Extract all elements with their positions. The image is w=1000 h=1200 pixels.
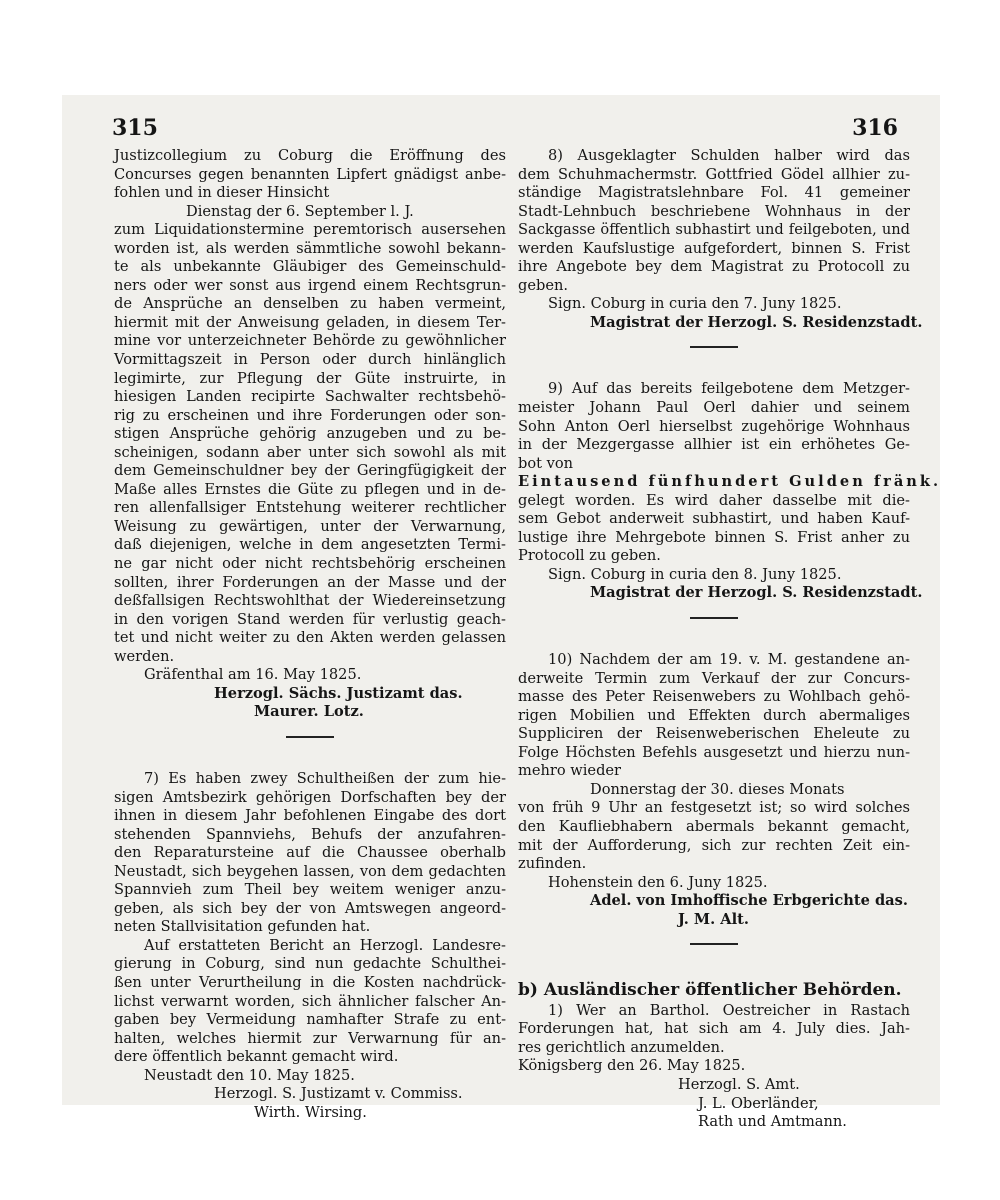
text-line: Folge Höchsten Befehls ausgesetzt und hierzu nun- bbox=[518, 743, 910, 761]
text-line: neten Stallvisitation gefunden hat. bbox=[114, 918, 371, 936]
text-line: Eintausend fünfhundert Gulden fränk. bbox=[518, 473, 942, 491]
text-line: 1) Wer an Barthol. Oestreicher in Rastach bbox=[548, 1001, 910, 1019]
text-line: Rath und Amtmann. bbox=[698, 1113, 847, 1131]
text-line: lustige ihre Mehrgebote binnen S. Frist anher zu bbox=[518, 528, 910, 546]
scanned-page-spread bbox=[62, 95, 942, 1131]
text-line: deßfallsigen Rechtswohlthat der Wiedereinsetzung bbox=[114, 592, 506, 610]
section-divider bbox=[518, 332, 910, 362]
text-line: Magistrat der Herzogl. S. Residenzstadt. bbox=[590, 584, 923, 602]
text-line: halten, welches hiermit zur Verwarnung für an- bbox=[114, 1029, 506, 1047]
text-line: Auf erstatteten Bericht an Herzogl. Landesre- bbox=[144, 936, 506, 954]
left-text-column bbox=[114, 147, 506, 1122]
text-line: Gräfenthal am 16. May 1825. bbox=[144, 666, 362, 684]
text-line: Magistrat der Herzogl. S. Residenzstadt. bbox=[590, 313, 923, 331]
text-line: werden. bbox=[114, 647, 175, 665]
text-line: ihre Angebote bey dem Magistrat zu Protocoll zu bbox=[518, 258, 910, 276]
text-line: 9) Auf das bereits feilgebotene dem Metzger- bbox=[548, 380, 910, 398]
text-line: Dienstag der 6. September l. J. bbox=[186, 202, 414, 220]
text-line: den Kaufliebhabern abermals bekannt gemacht, bbox=[518, 817, 910, 835]
section-divider bbox=[114, 722, 506, 752]
text-line: worden ist, als werden sämmtliche sowohl bekann- bbox=[114, 239, 506, 257]
left-page-number: 315 bbox=[112, 115, 158, 141]
text-line: Herzogl. S. Amt. bbox=[678, 1075, 800, 1093]
text-line: Maurer. Lotz. bbox=[254, 703, 364, 721]
text-line: hiesigen Landen recipirte Sachwalter rechtsbehö- bbox=[114, 388, 506, 406]
section-heading: b) Ausländischer öffentlicher Behörden. bbox=[518, 980, 902, 1001]
text-line: 10) Nachdem der am 19. v. M. gestandene an- bbox=[548, 651, 910, 669]
text-line: in den vorigen Stand werden für verlustig geach- bbox=[114, 610, 506, 628]
text-line: dem Schuhmachermstr. Gottfried Gödel allhier zu- bbox=[518, 165, 910, 183]
text-line: Königsberg den 26. May 1825. bbox=[518, 1057, 746, 1075]
text-line: mehro wieder bbox=[518, 762, 622, 780]
text-line: in der Mezgergasse allhier ist ein erhöhetes Ge- bbox=[518, 436, 910, 454]
text-line: legimirte, zur Pflegung der Güte instruirte, in bbox=[114, 369, 506, 387]
text-line: tet und nicht weiter zu den Akten werden gelassen bbox=[114, 629, 506, 647]
text-line: Herzogl. S. Justizamt v. Commiss. bbox=[214, 1085, 463, 1103]
text-line: bot von bbox=[518, 454, 574, 472]
text-line: rig zu erscheinen und ihre Forderungen oder son- bbox=[114, 406, 506, 424]
text-line: sem Gebot anderweit subhastirt, und haben Kauf- bbox=[518, 510, 910, 528]
text-line: meister Johann Paul Oerl dahier und seinem bbox=[518, 399, 910, 417]
text-line: ßen unter Verurtheilung in die Kosten nachdrück- bbox=[114, 973, 506, 991]
right-text-column bbox=[518, 147, 942, 1132]
text-line: masse des Peter Reisenwebers zu Wohlbach gehö- bbox=[518, 688, 910, 706]
text-line: Weisung zu gewärtigen, unter der Verwarnung, bbox=[114, 517, 506, 535]
text-line: ne gar nicht oder nicht rechtsbehörig erscheinen bbox=[114, 555, 506, 573]
text-line: werden Kaufslustige aufgefordert, binnen S. Frist bbox=[518, 239, 910, 257]
text-line: gaben bey Vermeidung namhafter Strafe zu ent- bbox=[114, 1011, 506, 1029]
spacer bbox=[518, 362, 910, 380]
text-line: ren allenfallsiger Entstehung weiterer rechtlicher bbox=[114, 499, 506, 517]
text-line: geben, als sich bey der von Amtswegen angeord- bbox=[114, 899, 506, 917]
right-page-number: 316 bbox=[852, 115, 898, 141]
text-line: 7) Es haben zwey Schultheißen der zum hie- bbox=[144, 769, 506, 787]
text-line: J. M. Alt. bbox=[678, 910, 749, 928]
text-line: Protocoll zu geben. bbox=[518, 547, 661, 565]
text-line: geben. bbox=[518, 276, 568, 294]
text-line: den Reparatursteine auf die Chaussee oberhalb bbox=[114, 844, 506, 862]
text-line: gierung in Coburg, sind nun gedachte Schulthei- bbox=[114, 955, 506, 973]
text-line: Vormittagszeit in Person oder durch hinlänglich bbox=[114, 351, 506, 369]
text-line: Herzogl. Sächs. Justizamt das. bbox=[214, 684, 463, 702]
text-line: Suppliciren der Reisenweberischen Eheleute zu bbox=[518, 725, 910, 743]
text-line: sollten, ihrer Forderungen an der Masse und der bbox=[114, 573, 506, 591]
text-line: ständige Magistratslehnbare Fol. 41 gemeiner bbox=[518, 184, 910, 202]
spacer bbox=[114, 752, 506, 770]
text-line: ihnen in diesem Jahr befohlenen Eingabe des dort bbox=[114, 807, 506, 825]
text-line: gelegt worden. Es wird daher dasselbe mit die- bbox=[518, 491, 910, 509]
text-line: sigen Amtsbezirk gehörigen Dorfschaften bey der bbox=[114, 788, 506, 806]
text-line: ners oder wer sonst aus irgend einem Rechtsgrun- bbox=[114, 276, 506, 294]
text-line: Sign. Coburg in curia den 8. Juny 1825. bbox=[548, 565, 842, 583]
text-line: Justizcollegium zu Coburg die Eröffnung des bbox=[114, 147, 506, 164]
spacer bbox=[518, 633, 910, 651]
text-line: Forderungen hat, hat sich am 4. July dies. Jah- bbox=[518, 1020, 910, 1038]
text-line: Wirth. Wirsing. bbox=[254, 1103, 367, 1121]
text-line: Maße alles Ernstes die Güte zu pflegen und in de- bbox=[114, 480, 506, 498]
text-line: Stadt-Lehnbuch beschriebene Wohnhaus in der bbox=[518, 202, 910, 220]
text-line: te als unbekannte Gläubiger des Gemeinschuld- bbox=[114, 258, 506, 276]
text-line: daß diejenigen, welche in dem angesetzten Termi- bbox=[114, 536, 506, 554]
text-line: zufinden. bbox=[518, 855, 587, 873]
section-divider bbox=[518, 929, 910, 959]
text-line: mit der Aufforderung, sich zur rechten Zeit ein- bbox=[518, 836, 910, 854]
text-line: Hohenstein den 6. Juny 1825. bbox=[548, 873, 768, 891]
text-line: scheinigen, sodann aber unter sich sowohl als mit bbox=[114, 443, 506, 461]
spacer bbox=[518, 959, 910, 977]
text-line: de Ansprüche an denselben zu haben vermeint, bbox=[114, 295, 506, 313]
text-line: Adel. von Imhoffische Erbgerichte das. bbox=[590, 892, 908, 910]
text-line: stehenden Spannviehs, Behufs der anzufahren- bbox=[114, 825, 506, 843]
text-line: lichst verwarnt worden, sich ähnlicher falscher An- bbox=[114, 992, 506, 1010]
text-line: hiermit mit der Anweisung geladen, in diesem Ter- bbox=[114, 313, 506, 331]
text-line: J. L. Oberländer, bbox=[698, 1094, 819, 1112]
text-line: Concurses gegen benannten Lipfert gnädigst anbe- bbox=[114, 165, 506, 183]
text-line: derweite Termin zum Verkauf der zur Concurs- bbox=[518, 669, 910, 687]
text-line: stigen Ansprüche gehörig anzugeben und zu be- bbox=[114, 425, 506, 443]
text-line: Donnerstag der 30. dieses Monats bbox=[590, 780, 845, 798]
text-line: Neustadt, sich beygehen lassen, von dem gedachten bbox=[114, 862, 506, 880]
text-line: mine vor unterzeichneter Behörde zu gewöhnlicher bbox=[114, 332, 506, 350]
text-line: rigen Mobilien und Effekten durch abermaliges bbox=[518, 706, 910, 724]
text-line: Neustadt den 10. May 1825. bbox=[144, 1066, 355, 1084]
text-line: Sohn Anton Oerl hierselbst zugehörige Wohnhaus bbox=[518, 417, 910, 435]
text-line: von früh 9 Uhr an festgesetzt ist; so wird solches bbox=[518, 799, 910, 817]
text-line: res gerichtlich anzumelden. bbox=[518, 1038, 725, 1056]
text-line: dere öffentlich bekannt gemacht wird. bbox=[114, 1048, 399, 1066]
text-line: Spannvieh zum Theil bey weitem weniger anzu- bbox=[114, 881, 506, 899]
text-line: dem Gemeinschuldner bey der Geringfügigkeit der bbox=[114, 462, 506, 480]
text-line: zum Liquidationstermine peremtorisch ausersehen bbox=[114, 221, 506, 239]
text-line: fohlen und in dieser Hinsicht bbox=[114, 184, 330, 202]
text-line: Sign. Coburg in curia den 7. Juny 1825. bbox=[548, 295, 842, 313]
section-divider bbox=[518, 603, 910, 633]
text-line: 8) Ausgeklagter Schulden halber wird das bbox=[548, 147, 910, 164]
text-line: Sackgasse öffentlich subhastirt und feilgeboten, und bbox=[518, 221, 910, 239]
